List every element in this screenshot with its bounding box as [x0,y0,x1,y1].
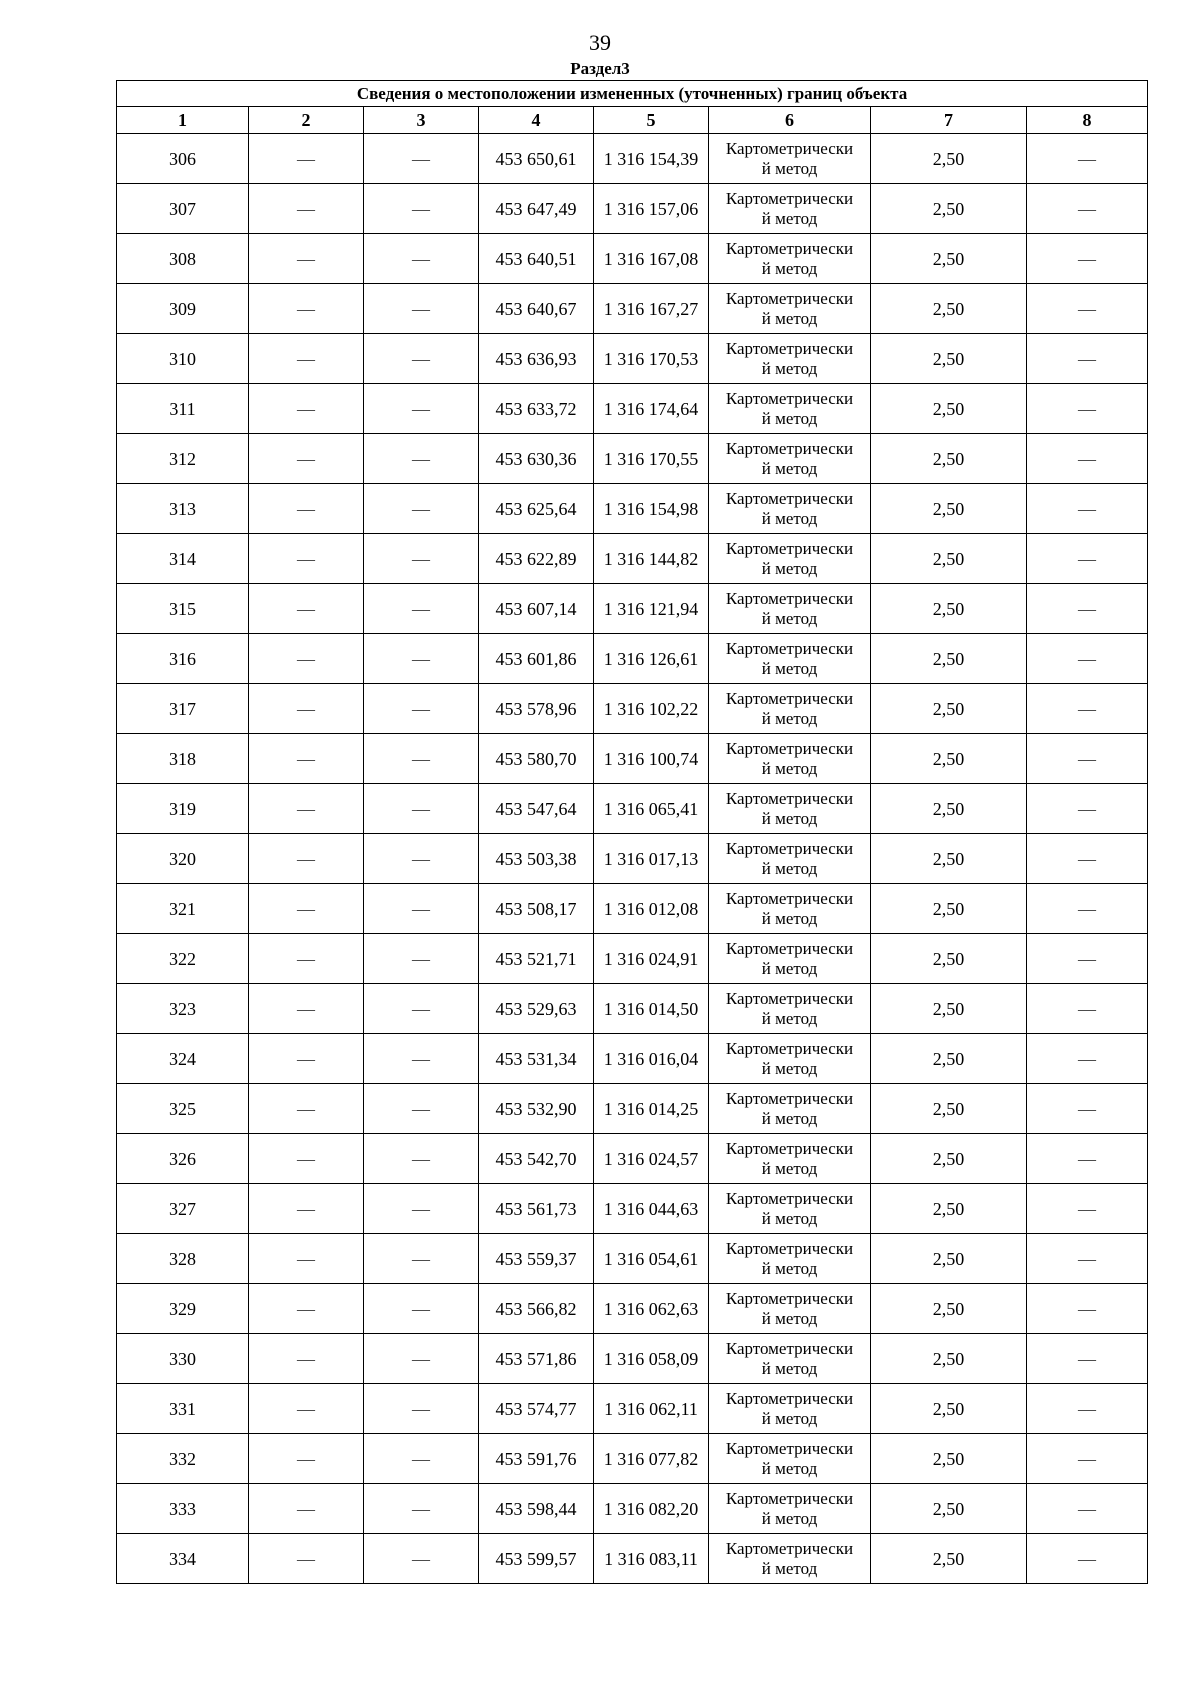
empty-cell: — [249,584,364,634]
point-number-cell: 318 [117,734,249,784]
table-row [117,284,1148,334]
method-cell: Картометрически й метод [709,334,871,384]
accuracy-cell: 2,50 [871,334,1027,384]
empty-cell: — [1027,1134,1148,1184]
point-number-cell: 312 [117,434,249,484]
point-number-cell: 328 [117,1234,249,1284]
x-coordinate-cell: 453 622,89 [479,534,594,584]
column-header: 7 [871,107,1027,134]
point-number-cell: 309 [117,284,249,334]
method-cell: Картометрически й метод [709,634,871,684]
accuracy-cell: 2,50 [871,1434,1027,1484]
method-cell: Картометрически й метод [709,784,871,834]
empty-cell: — [1027,934,1148,984]
empty-cell: — [1027,1334,1148,1384]
x-coordinate-cell: 453 599,57 [479,1534,594,1584]
accuracy-cell: 2,50 [871,234,1027,284]
accuracy-cell: 2,50 [871,934,1027,984]
empty-cell: — [249,284,364,334]
method-cell: Картометрически й метод [709,184,871,234]
column-header: 2 [249,107,364,134]
empty-cell: — [1027,584,1148,634]
table-row [117,234,1148,284]
empty-cell: — [249,1234,364,1284]
y-coordinate-cell: 1 316 100,74 [594,734,709,784]
method-cell: Картометрически й метод [709,834,871,884]
column-header: 8 [1027,107,1148,134]
x-coordinate-cell: 453 598,44 [479,1484,594,1534]
empty-cell: — [249,734,364,784]
empty-cell: — [249,134,364,184]
table-row [117,784,1148,834]
empty-cell: — [1027,984,1148,1034]
boundary-table [116,80,1148,1584]
point-number-cell: 329 [117,1284,249,1334]
empty-cell: — [1027,334,1148,384]
empty-cell: — [249,834,364,884]
empty-cell: — [364,584,479,634]
empty-cell: — [364,1084,479,1134]
x-coordinate-cell: 453 580,70 [479,734,594,784]
empty-cell: — [364,384,479,434]
empty-cell: — [249,484,364,534]
empty-cell: — [1027,1434,1148,1484]
empty-cell: — [364,534,479,584]
empty-cell: — [249,984,364,1034]
empty-cell: — [1027,284,1148,334]
point-number-cell: 313 [117,484,249,534]
method-cell: Картометрически й метод [709,734,871,784]
y-coordinate-cell: 1 316 077,82 [594,1434,709,1484]
empty-cell: — [249,784,364,834]
method-cell: Картометрически й метод [709,1184,871,1234]
accuracy-cell: 2,50 [871,584,1027,634]
y-coordinate-cell: 1 316 126,61 [594,634,709,684]
x-coordinate-cell: 453 571,86 [479,1334,594,1384]
empty-cell: — [1027,884,1148,934]
empty-cell: — [1027,784,1148,834]
x-coordinate-cell: 453 625,64 [479,484,594,534]
y-coordinate-cell: 1 316 065,41 [594,784,709,834]
x-coordinate-cell: 453 532,90 [479,1084,594,1134]
empty-cell: — [1027,234,1148,284]
table-row [117,1434,1148,1484]
accuracy-cell: 2,50 [871,1384,1027,1434]
method-cell: Картометрически й метод [709,1284,871,1334]
method-cell: Картометрически й метод [709,1034,871,1084]
point-number-cell: 321 [117,884,249,934]
empty-cell: — [249,534,364,584]
y-coordinate-cell: 1 316 012,08 [594,884,709,934]
empty-cell: — [364,1034,479,1084]
accuracy-cell: 2,50 [871,634,1027,684]
x-coordinate-cell: 453 633,72 [479,384,594,434]
empty-cell: — [249,434,364,484]
empty-cell: — [249,184,364,234]
table-row [117,334,1148,384]
x-coordinate-cell: 453 503,38 [479,834,594,884]
empty-cell: — [1027,634,1148,684]
accuracy-cell: 2,50 [871,884,1027,934]
method-cell: Картометрически й метод [709,1534,871,1584]
column-header: 1 [117,107,249,134]
method-cell: Картометрически й метод [709,1134,871,1184]
table-row [117,1384,1148,1434]
y-coordinate-cell: 1 316 167,27 [594,284,709,334]
y-coordinate-cell: 1 316 058,09 [594,1334,709,1384]
accuracy-cell: 2,50 [871,484,1027,534]
empty-cell: — [364,1284,479,1334]
x-coordinate-cell: 453 531,34 [479,1034,594,1084]
method-cell: Картометрически й метод [709,984,871,1034]
x-coordinate-cell: 453 542,70 [479,1134,594,1184]
x-coordinate-cell: 453 630,36 [479,434,594,484]
method-cell: Картометрически й метод [709,1484,871,1534]
table-header-row [117,107,1148,134]
empty-cell: — [364,984,479,1034]
x-coordinate-cell: 453 561,73 [479,1184,594,1234]
point-number-cell: 320 [117,834,249,884]
x-coordinate-cell: 453 574,77 [479,1384,594,1434]
point-number-cell: 325 [117,1084,249,1134]
accuracy-cell: 2,50 [871,1334,1027,1384]
empty-cell: — [364,1484,479,1534]
x-coordinate-cell: 453 529,63 [479,984,594,1034]
y-coordinate-cell: 1 316 170,53 [594,334,709,384]
x-coordinate-cell: 453 636,93 [479,334,594,384]
empty-cell: — [249,1084,364,1134]
table-caption-row [117,81,1148,107]
y-coordinate-cell: 1 316 167,08 [594,234,709,284]
accuracy-cell: 2,50 [871,984,1027,1034]
method-cell: Картометрически й метод [709,1434,871,1484]
table-row [117,1284,1148,1334]
y-coordinate-cell: 1 316 157,06 [594,184,709,234]
empty-cell: — [1027,134,1148,184]
method-cell: Картометрически й метод [709,484,871,534]
empty-cell: — [249,1284,364,1334]
method-cell: Картометрически й метод [709,684,871,734]
accuracy-cell: 2,50 [871,1534,1027,1584]
empty-cell: — [1027,1484,1148,1534]
table-row [117,1234,1148,1284]
empty-cell: — [1027,384,1148,434]
point-number-cell: 316 [117,634,249,684]
table-row [117,1484,1148,1534]
empty-cell: — [249,1434,364,1484]
accuracy-cell: 2,50 [871,384,1027,434]
method-cell: Картометрически й метод [709,234,871,284]
x-coordinate-cell: 453 566,82 [479,1284,594,1334]
column-header: 4 [479,107,594,134]
method-cell: Картометрически й метод [709,434,871,484]
empty-cell: — [364,1134,479,1184]
x-coordinate-cell: 453 640,67 [479,284,594,334]
accuracy-cell: 2,50 [871,1184,1027,1234]
accuracy-cell: 2,50 [871,184,1027,234]
x-coordinate-cell: 453 578,96 [479,684,594,734]
x-coordinate-cell: 453 521,71 [479,934,594,984]
point-number-cell: 310 [117,334,249,384]
x-coordinate-cell: 453 547,64 [479,784,594,834]
table-row [117,1084,1148,1134]
y-coordinate-cell: 1 316 024,91 [594,934,709,984]
method-cell: Картометрически й метод [709,934,871,984]
point-number-cell: 322 [117,934,249,984]
empty-cell: — [364,284,479,334]
empty-cell: — [364,1234,479,1284]
table-row [117,484,1148,534]
accuracy-cell: 2,50 [871,534,1027,584]
method-cell: Картометрически й метод [709,1234,871,1284]
accuracy-cell: 2,50 [871,734,1027,784]
y-coordinate-cell: 1 316 014,50 [594,984,709,1034]
x-coordinate-cell: 453 591,76 [479,1434,594,1484]
empty-cell: — [364,1534,479,1584]
y-coordinate-cell: 1 316 044,63 [594,1184,709,1234]
empty-cell: — [1027,1284,1148,1334]
point-number-cell: 333 [117,1484,249,1534]
empty-cell: — [364,334,479,384]
point-number-cell: 307 [117,184,249,234]
empty-cell: — [364,1434,479,1484]
y-coordinate-cell: 1 316 154,39 [594,134,709,184]
empty-cell: — [364,234,479,284]
empty-cell: — [1027,1234,1148,1284]
empty-cell: — [249,1484,364,1534]
x-coordinate-cell: 453 559,37 [479,1234,594,1284]
table-row [117,1534,1148,1584]
y-coordinate-cell: 1 316 170,55 [594,434,709,484]
empty-cell: — [249,334,364,384]
empty-cell: — [1027,834,1148,884]
accuracy-cell: 2,50 [871,1134,1027,1184]
empty-cell: — [249,384,364,434]
table-row [117,734,1148,784]
accuracy-cell: 2,50 [871,1484,1027,1534]
table-caption: Сведения о местоположении измененных (уточненных) границ объекта [117,81,1148,107]
empty-cell: — [364,934,479,984]
table-row [117,934,1148,984]
accuracy-cell: 2,50 [871,1034,1027,1084]
empty-cell: — [1027,434,1148,484]
method-cell: Картометрически й метод [709,884,871,934]
empty-cell: — [1027,1034,1148,1084]
empty-cell: — [1027,1384,1148,1434]
accuracy-cell: 2,50 [871,1284,1027,1334]
x-coordinate-cell: 453 650,61 [479,134,594,184]
y-coordinate-cell: 1 316 144,82 [594,534,709,584]
point-number-cell: 314 [117,534,249,584]
point-number-cell: 324 [117,1034,249,1084]
y-coordinate-cell: 1 316 017,13 [594,834,709,884]
empty-cell: — [249,1134,364,1184]
empty-cell: — [249,1034,364,1084]
y-coordinate-cell: 1 316 054,61 [594,1234,709,1284]
y-coordinate-cell: 1 316 062,11 [594,1384,709,1434]
method-cell: Картометрически й метод [709,284,871,334]
empty-cell: — [249,934,364,984]
method-cell: Картометрически й метод [709,1084,871,1134]
table-row [117,584,1148,634]
table-row [117,1034,1148,1084]
point-number-cell: 331 [117,1384,249,1434]
x-coordinate-cell: 453 601,86 [479,634,594,684]
x-coordinate-cell: 453 508,17 [479,884,594,934]
point-number-cell: 306 [117,134,249,184]
empty-cell: — [364,434,479,484]
empty-cell: — [1027,534,1148,584]
empty-cell: — [364,1384,479,1434]
y-coordinate-cell: 1 316 082,20 [594,1484,709,1534]
empty-cell: — [1027,1084,1148,1134]
point-number-cell: 332 [117,1434,249,1484]
column-header: 5 [594,107,709,134]
table-row [117,834,1148,884]
empty-cell: — [364,1184,479,1234]
empty-cell: — [1027,184,1148,234]
empty-cell: — [249,1334,364,1384]
point-number-cell: 315 [117,584,249,634]
empty-cell: — [1027,1534,1148,1584]
table-row [117,184,1148,234]
section-title: Раздел3 [570,59,630,78]
column-header: 6 [709,107,871,134]
table-row [117,1134,1148,1184]
point-number-cell: 334 [117,1534,249,1584]
point-number-cell: 330 [117,1334,249,1384]
empty-cell: — [364,734,479,784]
method-cell: Картометрически й метод [709,1334,871,1384]
table-row [117,1184,1148,1234]
empty-cell: — [249,884,364,934]
accuracy-cell: 2,50 [871,684,1027,734]
method-cell: Картометрически й метод [709,1384,871,1434]
column-header: 3 [364,107,479,134]
accuracy-cell: 2,50 [871,284,1027,334]
empty-cell: — [1027,484,1148,534]
method-cell: Картометрически й метод [709,134,871,184]
method-cell: Картометрически й метод [709,584,871,634]
point-number-cell: 319 [117,784,249,834]
empty-cell: — [364,484,479,534]
empty-cell: — [249,1184,364,1234]
y-coordinate-cell: 1 316 102,22 [594,684,709,734]
empty-cell: — [364,784,479,834]
y-coordinate-cell: 1 316 083,11 [594,1534,709,1584]
accuracy-cell: 2,50 [871,134,1027,184]
empty-cell: — [364,1334,479,1384]
y-coordinate-cell: 1 316 154,98 [594,484,709,534]
table-row [117,684,1148,734]
accuracy-cell: 2,50 [871,1084,1027,1134]
empty-cell: — [364,834,479,884]
table-row [117,634,1148,684]
y-coordinate-cell: 1 316 121,94 [594,584,709,634]
empty-cell: — [364,884,479,934]
empty-cell: — [249,1384,364,1434]
x-coordinate-cell: 453 607,14 [479,584,594,634]
point-number-cell: 308 [117,234,249,284]
point-number-cell: 326 [117,1134,249,1184]
empty-cell: — [1027,684,1148,734]
x-coordinate-cell: 453 640,51 [479,234,594,284]
empty-cell: — [364,184,479,234]
y-coordinate-cell: 1 316 024,57 [594,1134,709,1184]
table-row [117,884,1148,934]
accuracy-cell: 2,50 [871,784,1027,834]
table-row [117,134,1148,184]
method-cell: Картометрически й метод [709,384,871,434]
y-coordinate-cell: 1 316 016,04 [594,1034,709,1084]
x-coordinate-cell: 453 647,49 [479,184,594,234]
accuracy-cell: 2,50 [871,434,1027,484]
method-cell: Картометрически й метод [709,534,871,584]
empty-cell: — [1027,1184,1148,1234]
page-number: 39 [589,30,611,55]
accuracy-cell: 2,50 [871,1234,1027,1284]
empty-cell: — [364,634,479,684]
empty-cell: — [249,234,364,284]
empty-cell: — [249,634,364,684]
empty-cell: — [249,684,364,734]
table-row [117,1334,1148,1384]
y-coordinate-cell: 1 316 014,25 [594,1084,709,1134]
table-row [117,984,1148,1034]
table-row [117,384,1148,434]
empty-cell: — [1027,734,1148,784]
accuracy-cell: 2,50 [871,834,1027,884]
point-number-cell: 317 [117,684,249,734]
y-coordinate-cell: 1 316 062,63 [594,1284,709,1334]
point-number-cell: 323 [117,984,249,1034]
y-coordinate-cell: 1 316 174,64 [594,384,709,434]
empty-cell: — [364,134,479,184]
point-number-cell: 327 [117,1184,249,1234]
empty-cell: — [364,684,479,734]
point-number-cell: 311 [117,384,249,434]
table-row [117,434,1148,484]
table-row [117,534,1148,584]
empty-cell: — [249,1534,364,1584]
